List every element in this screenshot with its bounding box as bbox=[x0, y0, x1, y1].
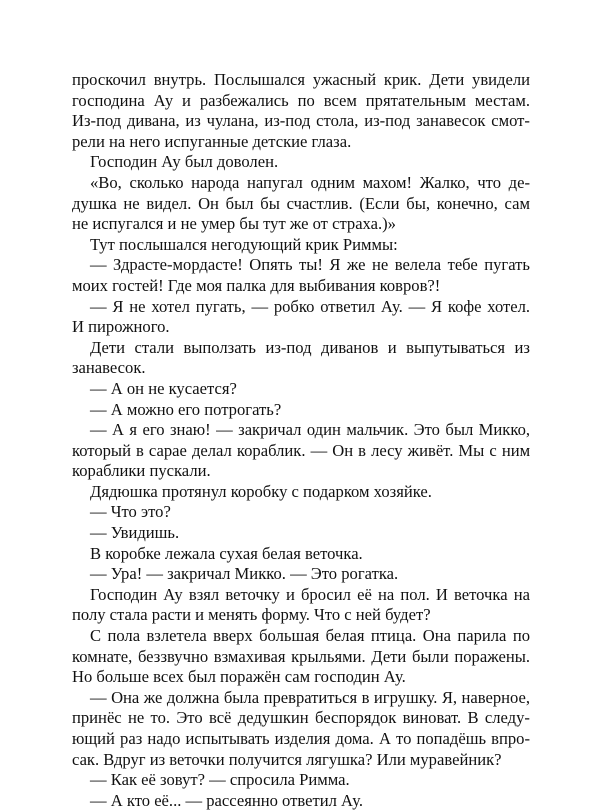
text-line: не испугался и не умер бы тут же от страха.)» bbox=[72, 214, 396, 234]
text-line: — Здрасте-мордасте! Опять ты! Я же не велела тебе пугать bbox=[90, 255, 530, 275]
text-line: рели на него испуганные детские глаза. bbox=[72, 131, 352, 151]
text-line: Тут послышался негодующий крик Риммы: bbox=[90, 234, 398, 254]
text-line: сак. Вдруг из веточки получится лягушка? Или муравейник? bbox=[72, 749, 502, 769]
text-line: — Что это? bbox=[90, 502, 171, 522]
text-line: В коробке лежала сухая белая веточка. bbox=[90, 543, 363, 563]
text-line: — Увидишь. bbox=[90, 523, 180, 543]
text-line: Господин Ау был доволен. bbox=[90, 152, 279, 172]
text-line: — Как её зовут? — спросила Римма. bbox=[90, 770, 350, 790]
text-line: принёс не то. Это всё дедушкин беспорядок виноват. В следу- bbox=[72, 708, 530, 728]
text-line: комнате, беззвучно взмахивая крыльями. Дети были поражены. bbox=[72, 646, 531, 666]
text-line: — Ура! — закричал Микко. — Это рогатка. bbox=[90, 564, 399, 584]
text-line: проскочил внутрь. Послышался ужасный крик. Дети увидели bbox=[72, 70, 531, 89]
text-line: Из-под дивана, из чулана, из-под стола, из-под занавесок смот- bbox=[72, 111, 530, 131]
text-line: Господин Ау взял веточку и бросил её на пол. И веточка на bbox=[90, 584, 530, 604]
text-line: — Я не хотел пугать, — робко ответил Ау. — Я кофе хотел. bbox=[90, 296, 531, 316]
text-line: Но больше всех был поражён сам господин Ау. bbox=[72, 667, 406, 687]
text-line: полу стала расти и менять форму. Что с ней будет? bbox=[72, 605, 431, 625]
text-line: господина Ау и разбежались по всем прятательным местам. bbox=[72, 90, 531, 110]
text-line: Дядюшка протянул коробку с подарком хозяйке. bbox=[90, 481, 432, 501]
text-line: который в сарае делал кораблик. — Он в лесу живёт. Мы с ним bbox=[72, 440, 531, 460]
text-line: кораблики пускали. bbox=[72, 461, 211, 481]
text-line: душка не видел. Он был бы счастлив. (Если бы, конечно, сам bbox=[72, 193, 530, 213]
text-line: — А он не кусается? bbox=[90, 378, 237, 398]
text-line: моих гостей! Где моя палка для выбивания ковров?! bbox=[72, 275, 441, 295]
text-line: — А можно его потрогать? bbox=[90, 399, 282, 419]
book-page-text bbox=[72, 70, 530, 811]
text-line: Дети стали выползать из-под диванов и выпутываться из bbox=[90, 337, 530, 357]
text-line: И пирожного. bbox=[72, 317, 170, 337]
text-line: С пола взлетела вверх большая белая птица. Она парила по bbox=[90, 626, 530, 646]
text-line: — Она же должна была превратиться в игрушку. Я, наверное, bbox=[90, 687, 531, 707]
text-line: «Во, сколько народа напугал одним махом! Жалко, что де- bbox=[90, 172, 530, 192]
text-line: ющий раз надо испытывать изделия дома. А то попадёшь впро- bbox=[72, 729, 531, 748]
text-line: — А я его знаю! — закричал один мальчик. Это был Микко, bbox=[90, 420, 531, 440]
text-line: занавесок. bbox=[72, 358, 146, 378]
text-line: — А кто её... — рассеянно ответил Ау. bbox=[90, 790, 363, 810]
